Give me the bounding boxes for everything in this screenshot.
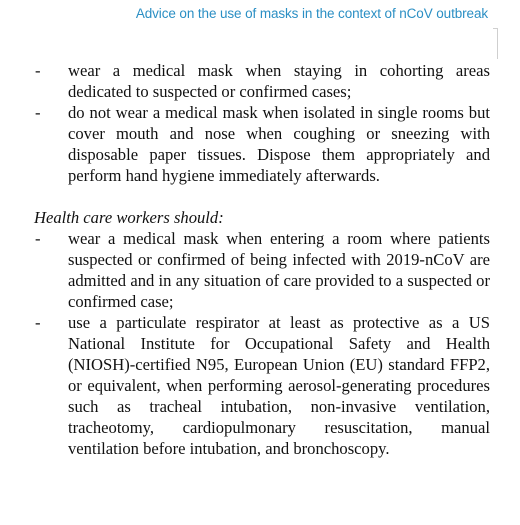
running-header: Advice on the use of masks in the context of nCoV outbreak xyxy=(135,6,488,21)
dash-bullet: - xyxy=(35,229,41,248)
list-item-text: wear a medical mask when entering a room where patients suspected or confirmed of being infected with 2019-nCoV are admitted and in any situation of care provided to a suspected or confirmed case; xyxy=(68,229,490,311)
list-item-text: wear a medical mask when staying in cohorting areas dedicated to suspected or confirmed cases; xyxy=(68,61,490,101)
list-item xyxy=(34,312,490,459)
document-body xyxy=(34,60,490,459)
list-item xyxy=(34,102,490,186)
header-rule xyxy=(493,28,498,59)
patient-guidance-list xyxy=(34,60,490,186)
dash-bullet: - xyxy=(35,313,41,332)
list-item xyxy=(34,228,490,312)
dash-bullet: - xyxy=(35,61,41,80)
health-care-worker-list xyxy=(34,228,490,459)
list-item-text: do not wear a medical mask when isolated in single rooms but cover mouth and nose when coughing or sneezing with disposable paper tissues. Dispose them appropriately and perform hand hygiene immediately afterwards. xyxy=(68,103,490,185)
list-item xyxy=(34,60,490,102)
list-item-text: use a particulate respirator at least as protective as a US National Institute for Occupational Safety and Health (NIOSH)-certified N95, European Union (EU) standard FFP2, or equivalent, when performing aerosol-generating procedures such as tracheal intubation, non-invasive ventilation, tracheotomy, cardiopulmonary resuscitation, manual ventilation before intubation, and bronchoscopy. xyxy=(68,313,490,458)
dash-bullet: - xyxy=(35,103,41,122)
section-heading-health-care-workers: Health care workers should: xyxy=(34,208,224,227)
